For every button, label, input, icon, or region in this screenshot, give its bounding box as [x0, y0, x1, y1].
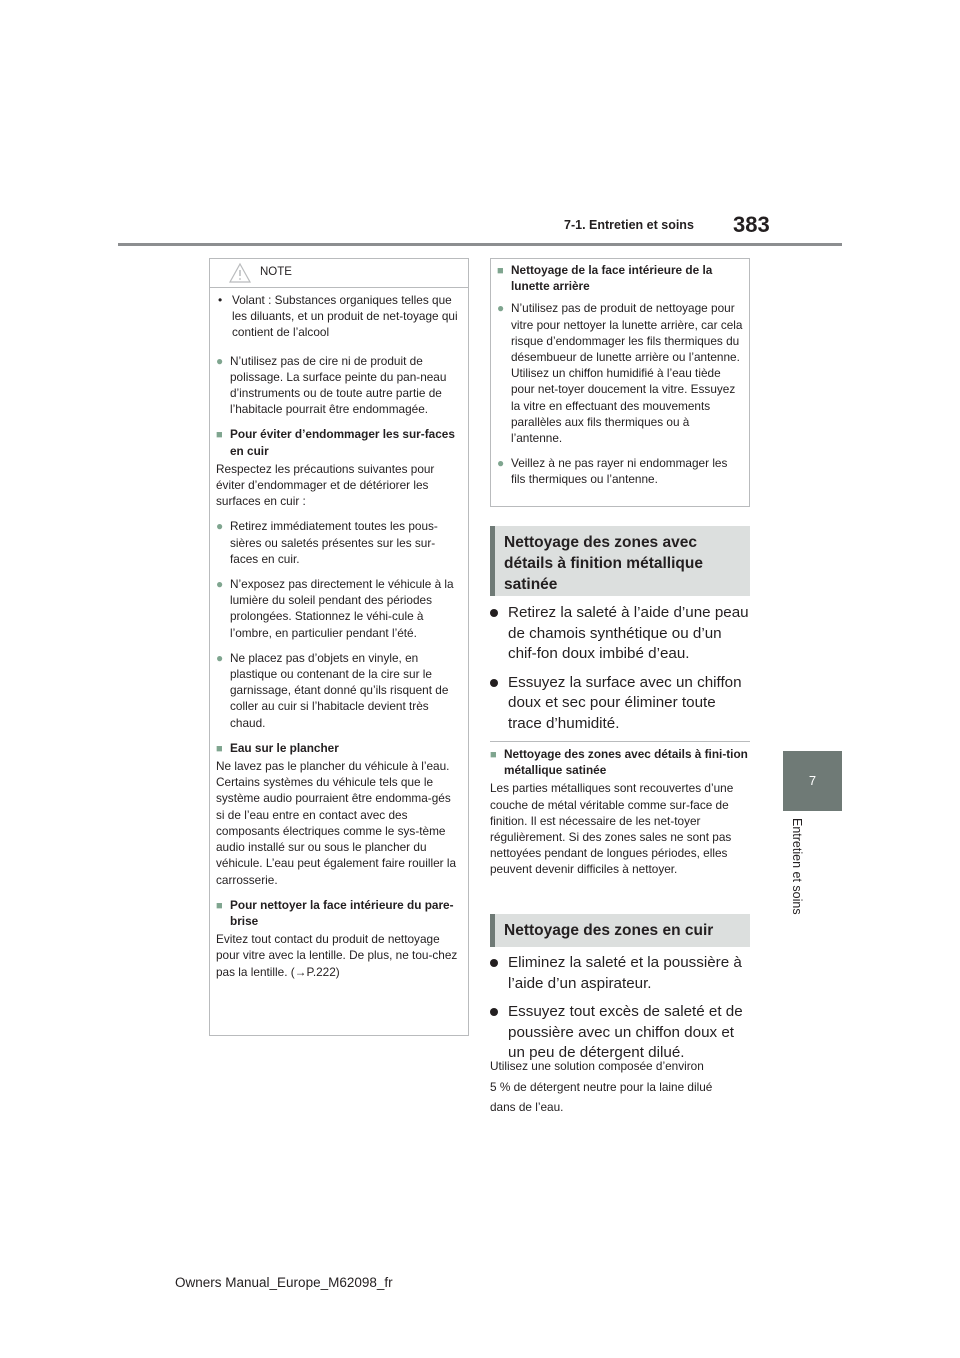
rear-window-item-text: N’utilisez pas de produit de nettoyage pour vitre pour nettoyer la lunette arrière, car cela risque d’endommager les fils thermiques du désembueur de lunette arrière ou l’antenne. Utilisez un chiffon humidifié à l’eau tiède pour net-toyer doucement la vitre. Essuyez la vitre en effectuant des mouvements parallèles aux fils thermiques ou à l’antenne. [511, 301, 743, 446]
note-leather-intro: Respectez les précautions suivantes pour éviter d’endommager et de détériorer les surfaces en cuir : [216, 461, 435, 509]
rear-window-item [497, 300, 743, 446]
bullet-dot-icon: ● [216, 577, 224, 592]
square-marker-icon: ■ [216, 899, 223, 912]
list-item [490, 953, 752, 994]
bullet-dot-icon [490, 609, 498, 617]
note-heading-text: Pour éviter d’endommager les sur-faces en cuir [230, 427, 455, 458]
square-marker-icon: ■ [216, 429, 223, 442]
metal-note [490, 746, 752, 878]
leather-tail-line: Utilisez une solution composée d’environ [490, 1059, 704, 1073]
square-marker-icon: ■ [216, 742, 223, 755]
rear-window-heading-text: Nettoyage de la face intérieure de la lunette arrière [511, 263, 713, 294]
note-leather-item [216, 576, 462, 641]
rear-window-item [497, 455, 743, 487]
leather-tail-line: dans de l’eau. [490, 1100, 564, 1114]
rear-window-heading [497, 262, 743, 294]
bullet-dot-icon: ● [216, 650, 224, 665]
bullet-dot-icon: ● [216, 353, 224, 368]
note-heading-windshield [216, 897, 462, 929]
note-title: NOTE [260, 266, 292, 278]
metal-note-divider [490, 741, 750, 742]
metal-note-heading [490, 746, 752, 778]
note-dash-text: Volant : Substances organiques telles que les diluants, et un produit de net-toyage qui contient de l’alcool [232, 293, 458, 340]
list-item-text: Eliminez la saleté et la poussière à l’aide d’un aspirateur. [508, 954, 742, 992]
note-box [209, 258, 469, 1036]
metal-note-text: Les parties métalliques sont recouvertes d’une couche de métal véritable comme sur-face de finition. Il est nécessaire de les net-toyer régulièrement. Si des zones sales ne sont pas nettoyées pendant de longues périodes, elles peuvent devenir difficiles à nettoyer. [490, 781, 734, 877]
chapter-label-text: Entretien et soins [790, 818, 804, 915]
square-marker-icon: ■ [490, 749, 497, 761]
list-item [490, 603, 752, 665]
note-floor-text-2: Certains systèmes du véhicule tels que le système audio pourraient être endomma-gés si de l’eau entre en contact avec des composants électriques comme le sys-tème audio installé sur ou sous le plancher du véhicule. L’eau peut également faire rouiller la carrosserie. [216, 775, 457, 887]
bullet-dot-icon [490, 959, 498, 967]
chapter-label [786, 818, 808, 928]
metal-note-heading-text: Nettoyage des zones avec détails à fini-tion métallique satinée [504, 747, 748, 778]
leather-bullet-list [490, 953, 752, 1072]
bullet-dot-icon: ● [216, 519, 224, 534]
list-item-text: Essuyez la surface avec un chiffon doux et sec pour éliminer toute trace d’humidité. [508, 673, 742, 732]
note-heading-text: Eau sur le plancher [230, 740, 339, 755]
bullet-dot-icon [490, 1008, 498, 1016]
note-heading-leather [216, 426, 462, 458]
metal-bullet-list [490, 603, 752, 742]
list-item [490, 1002, 752, 1064]
section-heading-leather: Nettoyage des zones en cuir [490, 914, 750, 947]
chapter-tab: 7 [783, 751, 842, 811]
note-dash-item [216, 292, 462, 341]
note-item-text: Ne placez pas d’objets en vinyle, en plastique ou contenant de la cire sur le garnissage, étant donné qu’ils risquent de coller au cuir si l’habitacle devient très chaud. [230, 650, 449, 730]
note-heading-floor [216, 740, 462, 756]
note-item-text: N’exposez pas directement le véhicule à la lumière du soleil pendant des périodes prolongées. Stationnez le véhi-cule à l’ombre, en particulier pendant l’été. [230, 577, 454, 640]
header-rule [118, 243, 842, 246]
square-marker-icon: ■ [497, 265, 504, 277]
bullet-dot-icon [490, 679, 498, 687]
footer-document-id: Owners Manual_Europe_M62098_fr [175, 1275, 393, 1290]
note-header [210, 259, 468, 287]
rear-window-item-text: Veillez à ne pas rayer ni endommager les fils thermiques ou l’antenne. [511, 456, 728, 487]
dash-marker: • [218, 293, 223, 307]
rear-window-box [490, 258, 750, 507]
section-heading-metal: Nettoyage des zones avec détails à finition métallique satinée [490, 526, 750, 596]
rear-window-body [497, 262, 743, 497]
note-windshield-text: Evitez tout contact du produit de nettoyage pour vitre avec la lentille. De plus, ne tou-chez pas la lentille. (→P.222) [216, 932, 458, 979]
note-body [216, 292, 462, 989]
note-divider [210, 287, 468, 288]
list-item [490, 673, 752, 735]
leather-tail-text [490, 1056, 752, 1118]
note-item-text: N’utilisez pas de cire ni de produit de polissage. La surface peinte du pan-neau d’instruments ou de toute autre partie de l’habitacle pourrait être endommagée. [230, 353, 447, 417]
list-item-text: Retirez la saleté à l’aide d’une peau de chamois synthétique ou d’un chif-fon doux imbibé d’eau. [508, 604, 749, 662]
leather-tail-line: 5 % de détergent neutre pour la laine dilué [490, 1079, 713, 1094]
list-item-text: Essuyez tout excès de saleté et de poussière avec un chiffon doux et un peu de détergent dilué. [508, 1003, 743, 1061]
note-leather-item [216, 650, 462, 731]
bullet-dot-icon: ● [497, 301, 505, 316]
page-number: 383 [733, 212, 770, 237]
note-heading-text: Pour nettoyer la face intérieure du pare-brise [230, 897, 454, 928]
note-item-wax [216, 353, 462, 418]
warning-icon [228, 262, 252, 284]
running-header-section: 7-1. Entretien et soins [564, 218, 694, 232]
note-leather-item [216, 518, 462, 567]
bullet-dot-icon: ● [497, 456, 505, 471]
note-item-text: Retirez immédiatement toutes les pous-sières ou saletés présentes sur les sur-faces en cuir. [230, 519, 438, 566]
note-floor-text: Ne lavez pas le plancher du véhicule à l’eau. [216, 759, 450, 774]
